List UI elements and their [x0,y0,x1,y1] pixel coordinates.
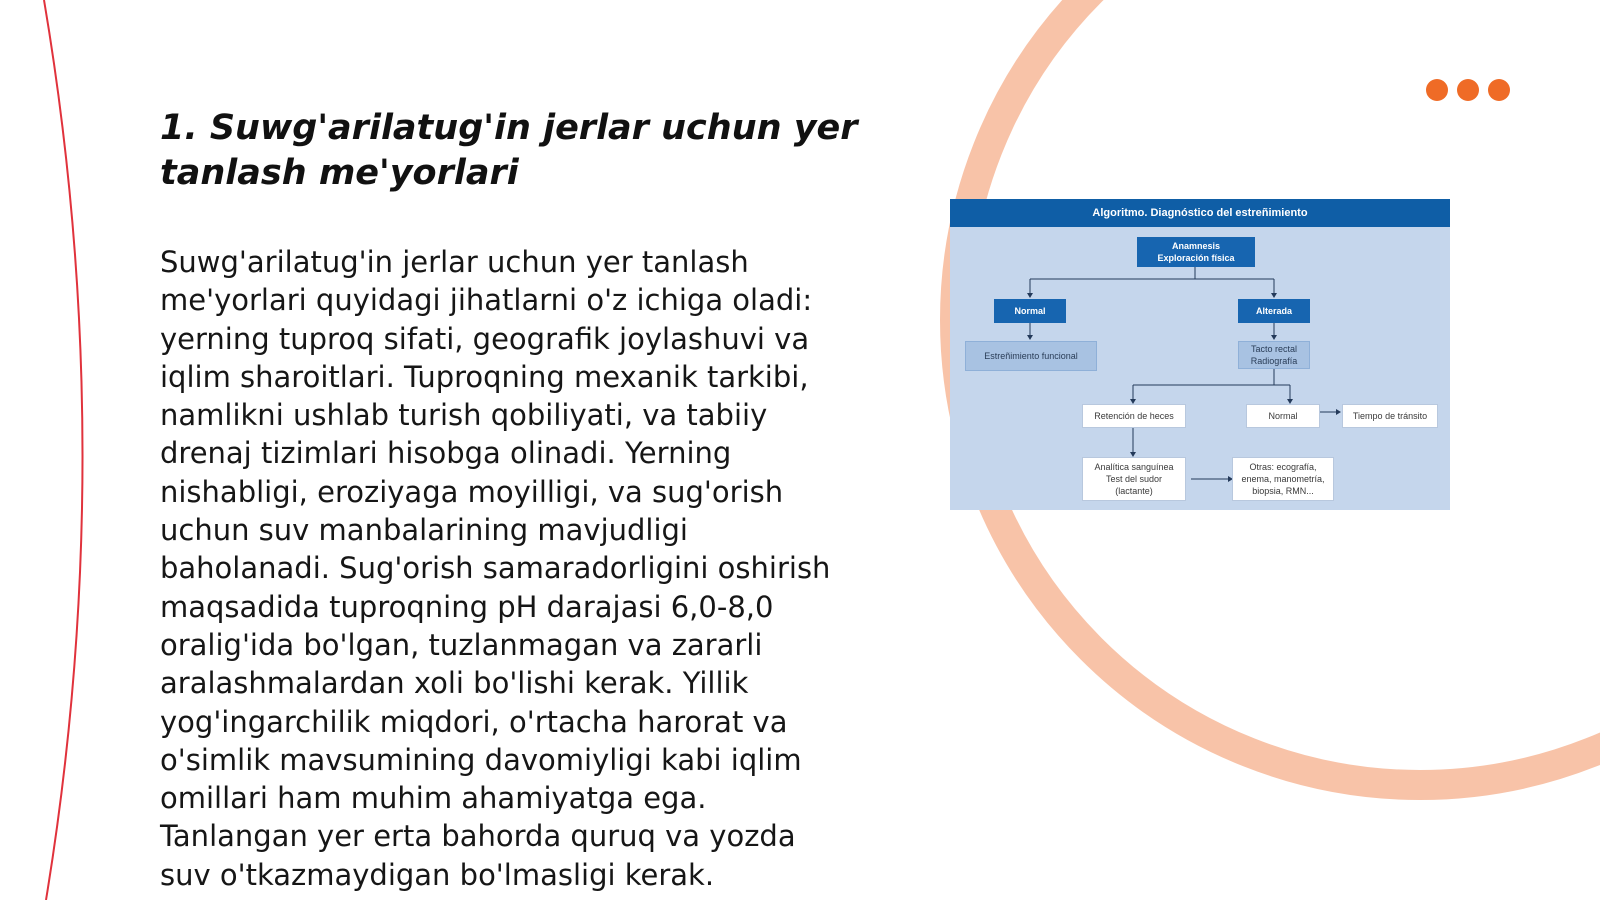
flowchart-node-normal-transit: Normal [1246,404,1320,428]
flowchart-node-tiempo-transito: Tiempo de tránsito [1342,404,1438,428]
accent-dot-2 [1457,79,1479,101]
flowchart-node-retencion: Retención de heces [1082,404,1186,428]
accent-dot-3 [1488,79,1510,101]
slide-body-text: Suwg'arilatug'in jerlar uchun yer tanlash me'yorlari quyidagi jihatlarni o'z ichiga oladi: yerning tuproq sifati, geografik joylashuvi va iqlim sharoitlari. Tuproqning mexanik tarkibi, namlikni ushlab turish qobiliyati, va tabiiy drenaj tizimlari hisobga olinadi. Yerning nishabligi, eroziyaga moyilligi, va sug'orish uchun suv manbalarining mavjudligi baholanadi. Sug'orish samaradorligini oshirish maqsadida tuproqning pH darajasi 6,0-8,0 oralig'ida bo'lgan, tuzlanmagan va zararli aralashmalardan xoli bo'lishi kerak. Yillik yog'ingarchilik miqdori, o'rtacha harorat va o'simlik mavsumining davomiyligi kabi iqlim omillari ham muhim ahamiyatga ega. Tanlangan yer erta bahorda quruq va yozda suv o'tkazmaydigan bo'lmasligi kerak. [160,245,831,892]
accent-dot-1 [1426,79,1448,101]
flowchart-node-estrenimiento-funcional: Estreñimiento funcional [965,341,1097,371]
flowchart-node-analitica: Analítica sanguínea Test del sudor (lactante) [1082,457,1186,501]
flowchart-node-anamnesis: Anamnesis Exploración física [1137,237,1255,267]
decorative-left-curve [44,0,83,900]
diagnosis-flowchart-image [950,199,1450,510]
slide-title: 1. Suwg'arilatug'in jerlar uchun yer tanlash me'yorlari [160,108,858,193]
flowchart-node-otras: Otras: ecografía, enema, manometría, biopsia, RMN... [1232,457,1334,501]
flowchart-node-tacto-rectal: Tacto rectal Radiografía [1238,341,1310,369]
flowchart-node-alterada: Alterada [1238,299,1310,323]
flowchart-node-normal: Normal [994,299,1066,323]
menu-dots [1426,79,1510,101]
flowchart-header: Algoritmo. Diagnóstico del estreñimiento [950,199,1450,227]
